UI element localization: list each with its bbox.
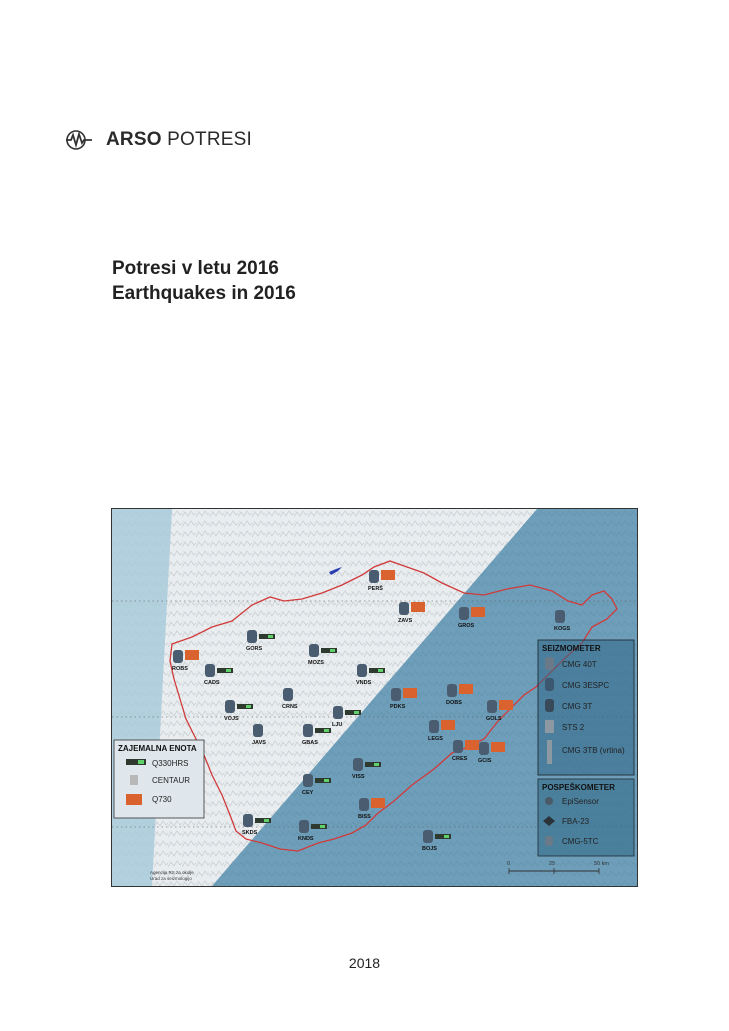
legend-recorder-title: ZAJEMALNA ENOTA [118,744,197,753]
seismometer-icon [333,706,343,719]
legend-accelerometer-item-3: CMG-5TC [562,837,599,846]
title-slovene: Potresi v letu 2016 [112,258,279,279]
station-label: LJU [332,722,343,728]
station-label: GORS [246,646,263,652]
station-label: MOZS [308,660,324,666]
legend-seismometer-title: SEIZMOMETER [542,644,601,653]
station-label: ZAVS [398,618,413,624]
seismometer-icon [423,830,433,843]
station-label: CRES [452,756,468,762]
scale-label-50: 50 km [594,861,609,867]
station-label: ROBS [172,666,188,672]
seismometer-icon [479,742,489,755]
seismometer-icon [247,630,257,643]
seismometer-icon [303,774,313,787]
legend-accelerometer-title: POSPEŠKOMETER [542,783,615,792]
seismometer-icon [253,724,263,737]
legend-seismometer-item-5: CMG 3TB (vrtina) [562,746,625,755]
station-label: GBAS [302,740,318,746]
seismic-wave-icon [64,128,94,152]
cmg3t-icon [545,699,554,712]
cmg40t-icon [545,657,554,670]
centaur-icon [130,775,138,785]
station-label: PDKS [390,704,406,710]
station-label: VOJS [224,716,239,722]
legend-recorder [114,740,204,818]
legend-recorder-item-1: Q330HRS [152,759,189,768]
cmg3espc-icon [545,678,554,691]
legend-accelerometer [538,779,634,856]
station-label: PERŠ [368,586,383,592]
publication-year: 2018 [348,955,381,971]
station-label: GOLS [486,716,502,722]
arso-logo [64,128,252,152]
legend-accelerometer-item-1: EpiSensor [562,797,599,806]
station-label: GROS [458,623,475,629]
cmg3tb-icon [547,740,552,764]
station-label: VNDS [356,680,372,686]
q730-recorder-icon [471,607,485,617]
seismometer-icon [399,602,409,615]
station-label: DOBS [446,700,462,706]
station-label: CADS [204,680,220,686]
legend-seismometer [538,640,634,775]
sts2-icon [545,720,554,733]
seismometer-icon [353,758,363,771]
q730-recorder-icon [381,570,395,580]
station-label: VISS [352,774,365,780]
station-label: JAVS [252,740,266,746]
seismometer-icon [303,724,313,737]
station-label: GCIS [478,758,492,764]
q730-recorder-icon [459,684,473,694]
q730-recorder-icon [185,650,199,660]
station-network-map [111,508,638,887]
q730-recorder-icon [491,742,505,752]
station-label: SKDS [242,830,258,836]
seismometer-icon [173,650,183,663]
seismometer-icon [487,700,497,713]
legend-seismometer-item-1: CMG 40T [562,660,597,669]
legend-recorder-item-3: Q730 [152,795,172,804]
legend-accelerometer-item-2: FBA-23 [562,817,590,826]
q730-recorder-icon [441,720,455,730]
credit-line-1: Agencija RS za okolje [150,870,194,875]
seismometer-icon [453,740,463,753]
document-title [112,256,296,306]
station-label: BISS [358,814,371,820]
station-label: CRNS [282,704,298,710]
q730-recorder-icon [371,798,385,808]
logo-text: ARSO POTRESI [106,129,252,150]
seismometer-icon [299,820,309,833]
title-english: Earthquakes in 2016 [112,283,296,304]
seismometer-icon [309,644,319,657]
seismometer-icon [459,607,469,620]
legend-seismometer-item-4: STS 2 [562,723,585,732]
station-label: LEGS [428,736,443,742]
q730-recorder-icon [499,700,513,710]
seismometer-icon [369,570,379,583]
legend-recorder-item-2: CENTAUR [152,776,191,785]
scale-label-0: 0 [507,861,511,867]
cmg5tc-icon [545,836,553,846]
seismometer-icon [225,700,235,713]
q730-recorder-icon [411,602,425,612]
seismometer-icon [205,664,215,677]
seismometer-icon [391,688,401,701]
legend-seismometer-item-3: CMG 3T [562,702,593,711]
q730-recorder-icon [403,688,417,698]
station-label: KOGS [554,626,571,632]
seismometer-icon [429,720,439,733]
seismometer-icon [357,664,367,677]
credit-line-2: Urad za seizmologijo [150,876,192,881]
seismometer-icon [359,798,369,811]
legend-seismometer-item-2: CMG 3ESPC [562,681,610,690]
scale-label-25: 25 [549,861,556,867]
q730-recorder-icon [465,740,479,750]
seismometer-icon [283,688,293,701]
seismometer-icon [447,684,457,697]
station-label: CEY [302,790,314,796]
station-label: BOJS [422,846,437,852]
station-label: KNDS [298,836,314,842]
episensor-icon [545,797,553,805]
seismometer-icon [555,610,565,623]
seismometer-icon [243,814,253,827]
q730-icon [126,794,142,805]
